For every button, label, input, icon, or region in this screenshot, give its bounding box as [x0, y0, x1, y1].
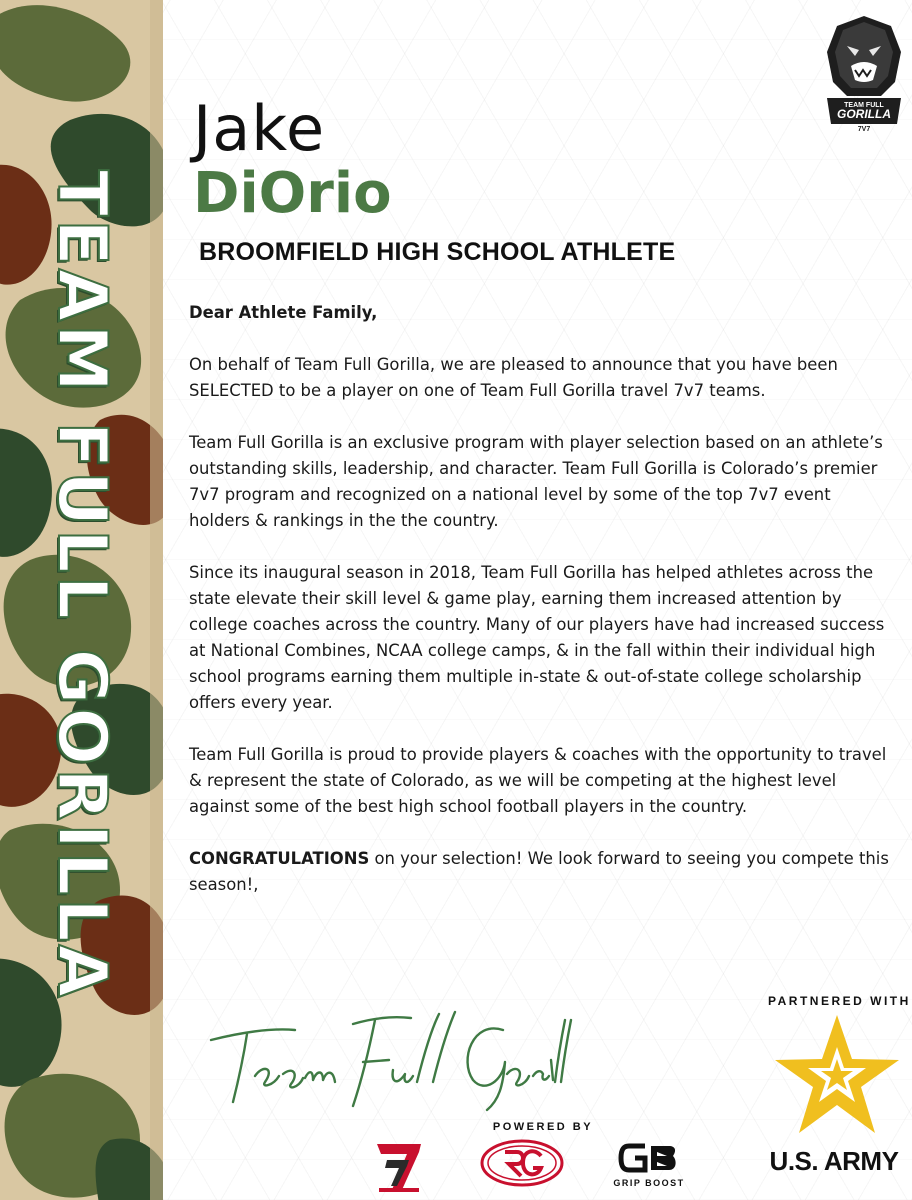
letter-body: [189, 300, 889, 924]
athlete-school-title: BROOMFIELD HIGH SCHOOL ATHLETE: [199, 238, 676, 266]
paragraph-competition: Team Full Gorilla is proud to provide players & coaches with the opportunity to travel & represent the state of Colorado, as we will be competing at the highest level against some of the best high school football players in the country.: [189, 745, 887, 816]
congratulations-word: CONGRATULATIONS: [189, 849, 370, 868]
powered-by-label: POWERED BY: [492, 1121, 594, 1133]
paragraph-history: Since its inaugural season in 2018, Team Full Gorilla has helped athletes across the state elevate their skill level & game play, earning them increased attention by college coaches across the country. Many of our players have had increased success at National Combines, NCAA college camps, & in the fall within their individual high school programs earning them multiple in-state & out-of-state college scholarship offers every year.: [189, 563, 885, 712]
svg-text:GORILLA: GORILLA: [837, 107, 891, 121]
closing-paragraph: [189, 846, 889, 898]
rg-logo-icon: [479, 1138, 565, 1188]
grip-boost-logo-icon: [599, 1138, 699, 1178]
letter-sheet: [163, 0, 912, 1200]
svg-text:TEAM FULL: TEAM FULL: [844, 102, 884, 109]
army-star-icon: [773, 1013, 901, 1137]
signature-image: [203, 990, 573, 1120]
seven-seven-logo-icon: [373, 1138, 425, 1196]
closing-text: on your selection! We look forward to seeing you compete this season!,: [189, 849, 889, 894]
athlete-first-name: Jake: [193, 92, 326, 165]
salutation: Dear Athlete Family,: [189, 303, 378, 322]
partnered-with-label: PARTNERED WITH: [768, 994, 911, 1008]
army-label: U.S. ARMY: [769, 1146, 899, 1176]
band-title: TEAM FULL GORILLA: [42, 169, 121, 1001]
paragraph-program: Team Full Gorilla is an exclusive program with player selection based on an athlete’s outstanding skills, leadership, and character. Team Full Gorilla is Colorado’s premier 7v7 program and recognized on a national level by some of the top 7v7 event holders & rankings in the the country.: [189, 433, 883, 530]
svg-text:7V7: 7V7: [857, 126, 871, 133]
camo-side-band: [0, 0, 163, 1200]
athlete-last-name: DiOrio: [193, 161, 392, 226]
paragraph-selection: On behalf of Team Full Gorilla, we are pleased to announce that you have been SELECTED to be a player on one of Team Full Gorilla travel 7v7 teams.: [189, 355, 838, 400]
grip-boost-text: GRIP BOOST: [613, 1178, 685, 1188]
gorilla-logo-icon: [821, 12, 907, 134]
grip-boost-logo: [599, 1138, 699, 1194]
